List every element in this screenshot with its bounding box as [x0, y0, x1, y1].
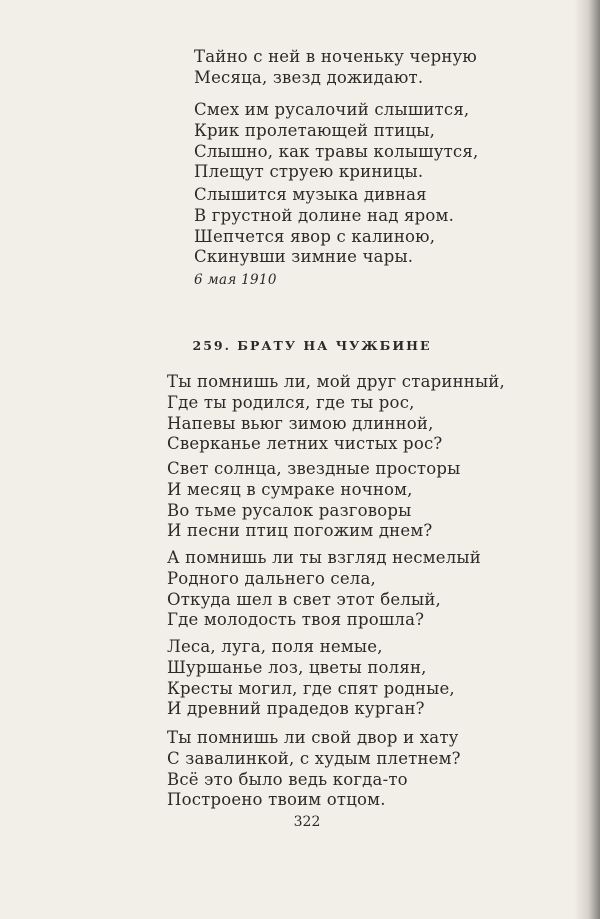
- verse-line: Напевы вьюг зимою длинной,: [167, 413, 434, 433]
- verse-line: В грустной долине над яром.: [194, 205, 455, 225]
- verse-line: Шуршанье лоз, цветы полян,: [167, 657, 427, 677]
- verse-line: Где молодость твоя прошла?: [167, 610, 425, 630]
- verse-line: Слышно, как травы колышутся,: [194, 141, 479, 161]
- verse-line: С завалинкой, с худым плетнем?: [167, 748, 461, 768]
- stanza: [167, 459, 461, 542]
- verse-line: Крик пролетающей птицы,: [194, 120, 436, 140]
- verse-line: Сверканье летних чистых рос?: [167, 434, 443, 454]
- poem-title: 259. БРАТУ НА ЧУЖБИНЕ: [192, 338, 432, 353]
- verse-line: Тайно с ней в ноченьку черную: [194, 47, 477, 66]
- verse-line: И месяц в сумраке ночном,: [167, 479, 413, 499]
- verse-line: И древний прадедов курган?: [167, 699, 425, 719]
- stanza: [194, 100, 478, 183]
- poem-date: 6 мая 1910: [194, 272, 277, 288]
- verse-line: Смех им русалочий слышится,: [194, 100, 470, 119]
- verse-line: Родного дальнего села,: [167, 568, 376, 588]
- verse-line: Свет солнца, звездные просторы: [167, 459, 461, 478]
- stanza: [167, 548, 481, 631]
- stanza: [194, 47, 477, 89]
- page-edge-shadow: [574, 0, 600, 919]
- verse-line: Ты помнишь ли свой двор и хату: [167, 728, 459, 747]
- verse-line: Откуда шел в свет этот белый,: [167, 589, 441, 609]
- verse-line: Месяца, звезд дожидают.: [194, 67, 424, 87]
- verse-line: Во тьме русалок разговоры: [167, 500, 412, 520]
- verse-line: Леса, луга, поля немые,: [167, 637, 383, 656]
- verse-line: Где ты родился, где ты рос,: [167, 392, 415, 412]
- verse-line: Построено твоим отцом.: [167, 790, 386, 810]
- verse-line: И песни птиц погожим днем?: [167, 521, 433, 541]
- stanza: [167, 637, 455, 720]
- stanza: [167, 372, 505, 455]
- verse-line: Плещут струею криницы.: [194, 162, 424, 182]
- verse-line: Ты помнишь ли, мой друг старинный,: [167, 372, 505, 391]
- verse-line: Кресты могил, где спят родные,: [167, 678, 455, 698]
- verse-line: Шепчется явор с калиною,: [194, 226, 436, 246]
- stanza: [194, 185, 454, 268]
- verse-line: Скинувши зимние чары.: [194, 247, 414, 267]
- verse-line: Всё это было ведь когда-то: [167, 769, 408, 789]
- stanza: [167, 728, 461, 811]
- verse-line: Слышится музыка дивная: [194, 185, 427, 204]
- verse-line: А помнишь ли ты взгляд несмелый: [167, 548, 481, 567]
- page-number: 322: [293, 814, 321, 830]
